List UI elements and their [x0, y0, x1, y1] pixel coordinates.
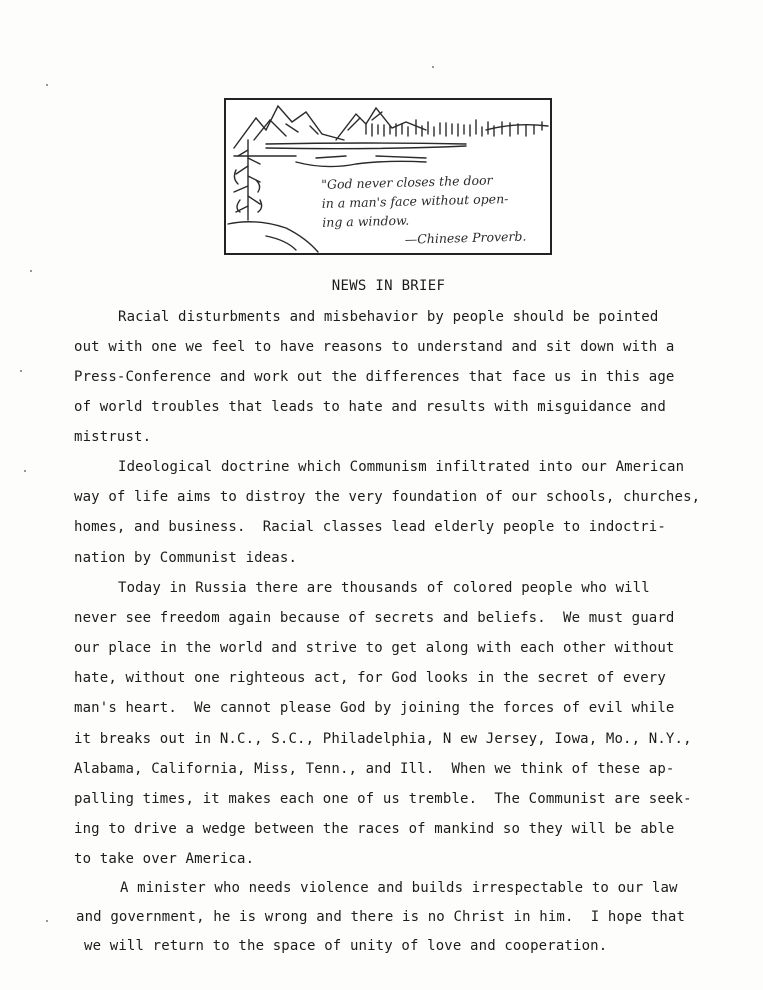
- body-line: man's heart. We cannot please God by joining the forces of evil while: [74, 700, 675, 716]
- body-line: way of life aims to distroy the very foundation of our schools, churches,: [74, 489, 701, 505]
- proverb-illustration: [224, 98, 552, 255]
- body-line: hate, without one righteous act, for God looks in the secret of every: [74, 670, 666, 686]
- scan-speck: [24, 470, 26, 472]
- body-line: to take over America.: [74, 851, 255, 867]
- body-line: A minister who needs violence and builds irrespectable to our law: [120, 880, 678, 896]
- body-line: out with one we feel to have reasons to understand and sit down with a: [74, 339, 675, 355]
- body-line: it breaks out in N.C., S.C., Philadelphia, N ew Jersey, Iowa, Mo., N.Y.,: [74, 731, 692, 747]
- scan-speck: [432, 66, 434, 68]
- proverb-attribution: —Chinese Proverb.: [404, 228, 527, 247]
- body-line: of world troubles that leads to hate and results with misguidance and: [74, 399, 666, 415]
- scan-speck: [30, 270, 32, 272]
- proverb-text: [321, 169, 543, 251]
- scan-speck: [46, 920, 48, 922]
- body-line: Racial disturbments and misbehavior by people should be pointed: [118, 309, 659, 325]
- body-line: homes, and business. Racial classes lead elderly people to indoctri-: [74, 519, 666, 535]
- body-line: nation by Communist ideas.: [74, 550, 298, 566]
- scan-speck: [46, 84, 48, 86]
- body-line: mistrust.: [74, 429, 152, 445]
- body-line: Alabama, California, Miss, Tenn., and Ill. When we think of these ap-: [74, 761, 675, 777]
- proverb-line: in a man's face without open-: [321, 191, 509, 211]
- body-line: Press-Conference and work out the differences that face us in this age: [74, 369, 675, 385]
- body-line: ing to drive a wedge between the races of mankind so they will be able: [74, 821, 675, 837]
- proverb-line: ing a window.: [322, 212, 410, 230]
- body-line: palling times, it makes each one of us tremble. The Communist are seek-: [74, 791, 692, 807]
- proverb-line: "God never closes the door: [321, 172, 493, 192]
- body-line: Today in Russia there are thousands of colored people who will: [118, 580, 650, 596]
- body-line: and government, he is wrong and there is no Christ in him. I hope that: [76, 909, 686, 925]
- body-line: we will return to the space of unity of love and cooperation.: [84, 938, 608, 954]
- page-title: NEWS IN BRIEF: [331, 278, 446, 294]
- top-edge-dots: [478, 0, 763, 2]
- body-line: Ideological doctrine which Communism infiltrated into our American: [118, 459, 685, 475]
- body-line: never see freedom again because of secrets and beliefs. We must guard: [74, 610, 675, 626]
- scan-speck: [20, 370, 22, 372]
- body-line: our place in the world and strive to get along with each other without: [74, 640, 675, 656]
